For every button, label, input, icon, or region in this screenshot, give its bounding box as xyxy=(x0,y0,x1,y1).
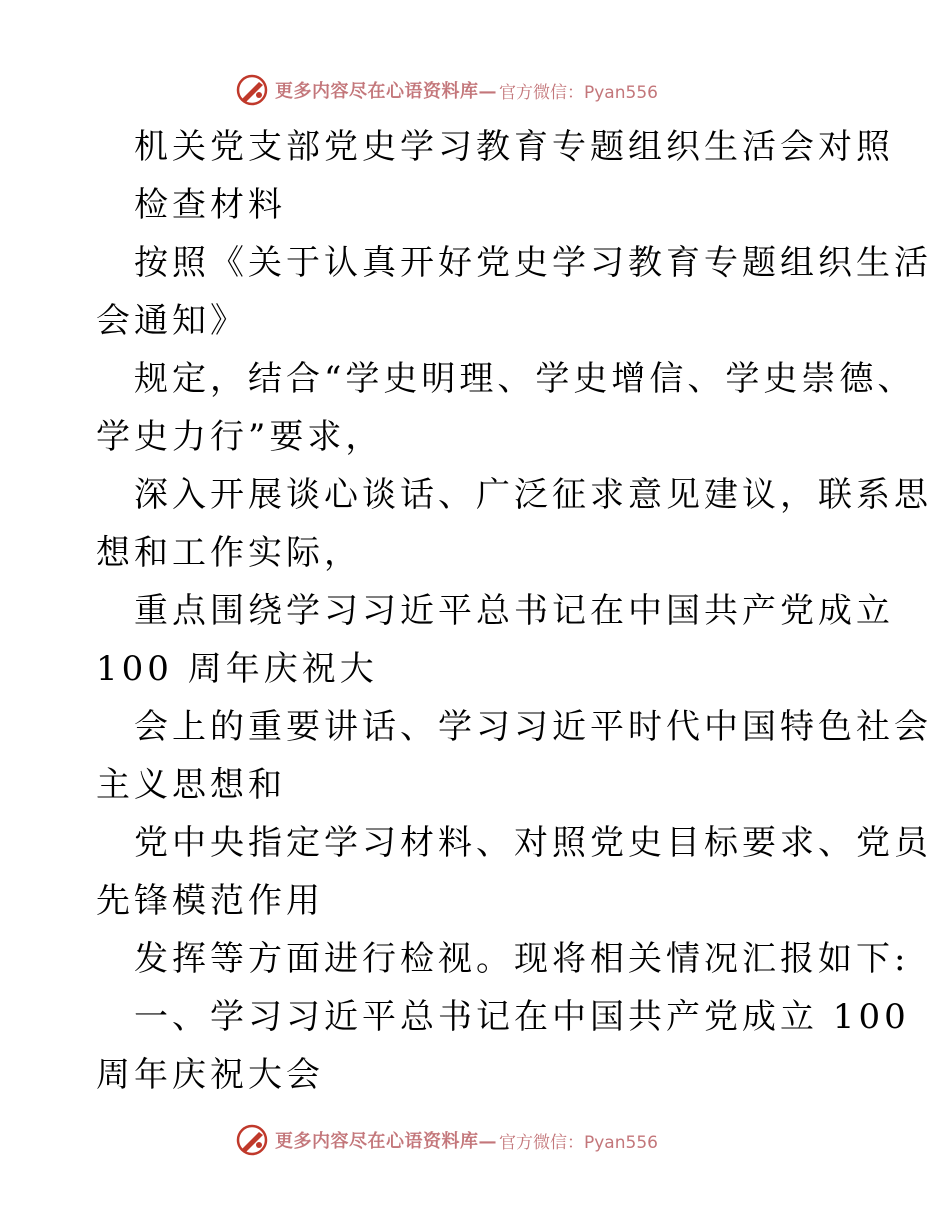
text-line: 深入开展谈心谈话、广泛征求意见建议，联系思 xyxy=(134,475,932,515)
document-body xyxy=(96,118,932,1104)
text-line: 100 周年庆祝大 xyxy=(96,649,378,689)
text-line: 一、学习习近平总书记在中国共产党成立 100 xyxy=(134,997,910,1037)
text-line: 规定，结合“学史明理、学史增信、学史崇德、 xyxy=(134,359,916,399)
text-line: 机关党支部党史学习教育专题组织生活会对照 xyxy=(134,127,894,167)
pen-logo-icon xyxy=(235,1123,269,1157)
text-line: 检查材料 xyxy=(134,185,286,225)
text-line: 想和工作实际， xyxy=(96,533,362,573)
text-line: 主义思想和 xyxy=(96,765,286,805)
pen-logo-icon xyxy=(235,73,269,107)
text-line: 重点围绕学习习近平总书记在中国共产党成立 xyxy=(134,591,894,631)
watermark-text: 更多内容尽在心语资料库— xyxy=(275,81,497,102)
text-line: 按照《关于认真开好党史学习教育专题组织生活 xyxy=(134,243,932,283)
text-line: 学史力行”要求， xyxy=(96,417,384,457)
watermark-contact: 官方微信：Pyan556 xyxy=(499,1132,658,1153)
text-line: 发挥等方面进行检视。现将相关情况汇报如下: xyxy=(134,939,910,979)
text-line: 会通知》 xyxy=(96,301,248,341)
text-line: 先锋模范作用 xyxy=(96,881,324,921)
header-watermark xyxy=(235,72,658,108)
watermark-text: 更多内容尽在心语资料库— xyxy=(275,1131,497,1152)
text-line: 党中央指定学习材料、对照党史目标要求、党员 xyxy=(134,823,932,863)
text-line: 周年庆祝大会 xyxy=(96,1055,324,1095)
footer-watermark xyxy=(235,1122,658,1158)
text-line: 会上的重要讲话、学习习近平时代中国特色社会 xyxy=(134,707,932,747)
watermark-contact: 官方微信：Pyan556 xyxy=(499,82,658,103)
